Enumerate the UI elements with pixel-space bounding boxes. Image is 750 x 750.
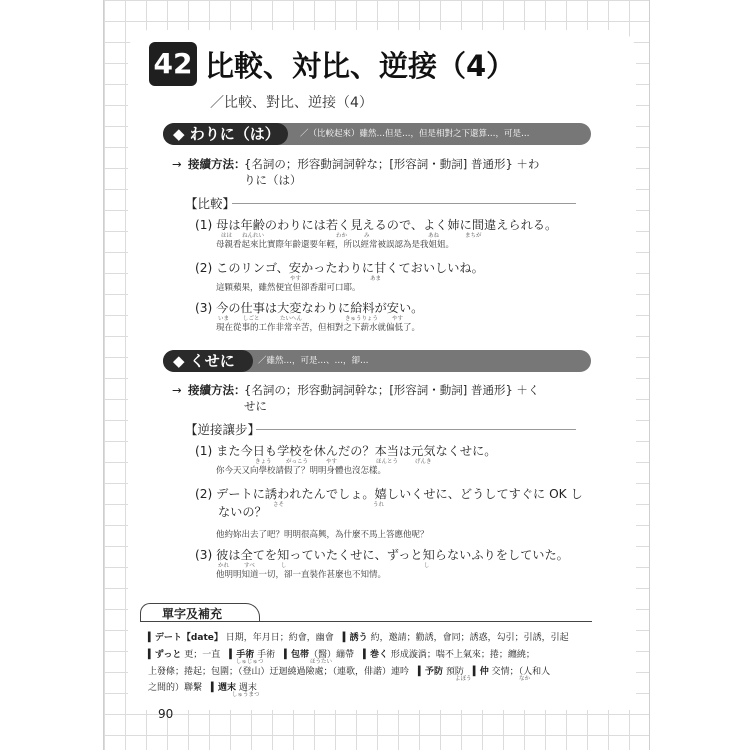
- example-sentence: [195, 299, 423, 316]
- lesson-number-badge: 42: [149, 42, 197, 86]
- furigana: あね: [428, 233, 440, 239]
- example-text: 今の仕事は大変なわりに給料が安い。: [216, 301, 424, 315]
- furigana: げんき: [415, 459, 432, 465]
- example-sentence: [195, 259, 484, 276]
- example-number: (3): [195, 548, 213, 562]
- vocab-line: 之間的）聯繫 ▍週末 週末: [148, 683, 257, 693]
- furigana: み: [364, 233, 370, 239]
- furigana: わか: [336, 233, 348, 239]
- connection-pattern: [172, 156, 577, 190]
- furigana: し: [424, 563, 430, 569]
- pattern-label: 接續方法：: [188, 383, 246, 397]
- furigana: はは: [221, 233, 233, 239]
- furigana: しごと: [243, 316, 260, 322]
- furigana: まちが: [465, 233, 482, 239]
- furigana: いま: [218, 316, 230, 322]
- furigana: さそ: [273, 502, 285, 508]
- category-label: 【比較】: [185, 196, 236, 211]
- furigana: ほんとう: [376, 459, 399, 465]
- arrow-icon: →: [172, 383, 182, 397]
- divider: [256, 429, 576, 430]
- example-sentence: [195, 442, 496, 459]
- example-text: このリンゴ、安かったわりに甘くておいしいね。: [216, 261, 484, 275]
- example-number: (2): [195, 487, 213, 501]
- lesson-title: 比較、対比、逆接（4）: [205, 49, 516, 83]
- vocab-title: 單字及補充: [162, 607, 223, 621]
- vocab-def: （醫）繃帶: [309, 650, 355, 660]
- pattern-text: [244, 382, 574, 414]
- pattern-text-line: りに（は）: [244, 173, 302, 187]
- pattern-text-line: せに: [244, 399, 267, 413]
- section-header-kuseni: ◆ くせに: [163, 350, 253, 372]
- example-number: (3): [195, 301, 213, 315]
- divider: [232, 203, 576, 204]
- furigana: かれ: [218, 563, 230, 569]
- pattern-text-line: {名詞の；形容動詞詞幹な；[形容詞・動詞] 普通形} ＋わ: [244, 157, 540, 171]
- furigana: がっこう: [286, 459, 309, 465]
- furigana: よぼう: [455, 676, 472, 682]
- lesson-subtitle: ／比較、對比、逆接（4）: [210, 95, 373, 111]
- example-translation: 母親看起來比實際年齡還要年輕，所以經常被誤認為是我姐姐。: [216, 240, 455, 250]
- connection-pattern: [172, 382, 577, 416]
- vocab-line: 上發條；捲起；包圍；（登山）迂迴繞過險處；（連歌，俳諧）連吟 ▍予防 預防 ▍仲 交情；（人和人: [148, 667, 551, 677]
- category-label: 【逆接讓步】: [185, 422, 261, 437]
- example-number: (2): [195, 261, 213, 275]
- vocab-def: 交情；（人和人: [491, 667, 551, 677]
- example-translation: 他約妳出去了吧？明明很高興，為什麼不馬上答應他呢？: [216, 530, 429, 540]
- vocab-def: 預防: [445, 667, 464, 677]
- example-number: (1): [195, 218, 213, 232]
- vocab-def: 更；一直: [184, 650, 221, 660]
- example-translation: 現在從事的工作非常辛苦，但相對之下薪水就偏低了。: [216, 323, 421, 333]
- furigana: ねんれい: [242, 233, 265, 239]
- pattern-label: 接續方法：: [188, 157, 246, 171]
- vocab-line: ▍ずっと 更；一直 ▍手術 手術 ▍包帯（醫）繃帶 ▍巻く 形成漩渦；喘不上氣來；捲；纏繞；: [148, 650, 535, 660]
- example-sentence-cont: ないの？: [218, 505, 267, 519]
- vocab-def-cont: 之間的）聯繫: [148, 683, 203, 693]
- section-header-wari: ◆ わりに（は）: [163, 123, 288, 145]
- arrow-icon: →: [172, 157, 182, 171]
- furigana: うれ: [373, 502, 385, 508]
- vocab-term: 予防: [424, 667, 443, 677]
- furigana: しゅうまつ: [232, 692, 260, 698]
- vocab-def: 手術: [257, 650, 276, 660]
- example-sentence: [195, 485, 583, 502]
- furigana: きょう: [255, 459, 272, 465]
- section-note: ／雖然…，可是…、…，卻…: [258, 356, 369, 366]
- pattern-text-line: {名詞の；形容動詞詞幹な；[形容詞・動詞] 普通形} ＋く: [244, 383, 540, 397]
- vocab-term: 包帯: [291, 650, 310, 660]
- furigana: なか: [519, 676, 531, 682]
- vocab-def: 形成漩渦；喘不上氣來；捲；纏繞；: [390, 650, 535, 660]
- furigana: すべ: [244, 563, 255, 569]
- example-text: デートに誘われたんでしょ。嬉しいくせに、どうしてすぐに OK し: [216, 487, 583, 501]
- example-text: 彼は全てを知っていたくせに、ずっと知らないふりをしていた。: [216, 548, 569, 562]
- vocab-def-cont: 上發條；捲起；包圍；（登山）迂迴繞過險處；（連歌，俳諧）連吟: [148, 667, 410, 677]
- furigana: やす: [326, 459, 338, 465]
- vocab-def: 週末: [238, 683, 257, 693]
- example-number: (1): [195, 444, 213, 458]
- vocab-term: 巻く: [369, 650, 388, 660]
- example-translation: 他明明知道一切，卻一直裝作甚麼也不知情。: [216, 570, 387, 580]
- vocab-term: 誘う: [349, 633, 368, 643]
- furigana: たいへん: [280, 316, 303, 322]
- example-text: また今日も学校を休んだの？本当は元気なくせに。: [216, 444, 497, 458]
- vocab-term: デート【date】: [154, 633, 223, 643]
- vocab-def: 日期，年月日；約會，幽會: [225, 633, 334, 643]
- example-translation: 你今天又向學校請假了？明明身體也沒怎樣。: [216, 466, 387, 476]
- page-number: 90: [158, 707, 174, 721]
- vocab-term: 手術: [236, 650, 255, 660]
- example-text: 母は年齢のわりには若く見えるので、よく姉に間違えられる。: [216, 218, 558, 232]
- furigana: やす: [290, 276, 302, 282]
- example-translation: 這顆蘋果，雖然便宜但卻香甜可口耶。: [216, 283, 361, 293]
- furigana: やす: [392, 316, 404, 322]
- vocab-term: 仲: [479, 667, 489, 677]
- furigana: あま: [370, 276, 382, 282]
- vocab-line: ▍デート【date】 日期，年月日；約會，幽會 ▍誘う 約，邀請；勸誘，會同；誘惑，勾引；引誘，引起: [148, 633, 569, 643]
- furigana: しゅじゅつ: [236, 659, 264, 665]
- vocab-def: 約，邀請；勸誘，會同；誘惑，勾引；引誘，引起: [370, 633, 569, 643]
- furigana: きゅうりょう: [345, 316, 379, 322]
- furigana: ほうたい: [310, 659, 333, 665]
- pattern-text: [244, 156, 574, 188]
- section-note: ／（比較起來）雖然…但是…，但是相對之下還算…，可是…: [300, 129, 530, 139]
- vocab-term: 週末: [217, 683, 236, 693]
- vocab-term: ずっと: [154, 650, 182, 660]
- furigana: し: [281, 563, 287, 569]
